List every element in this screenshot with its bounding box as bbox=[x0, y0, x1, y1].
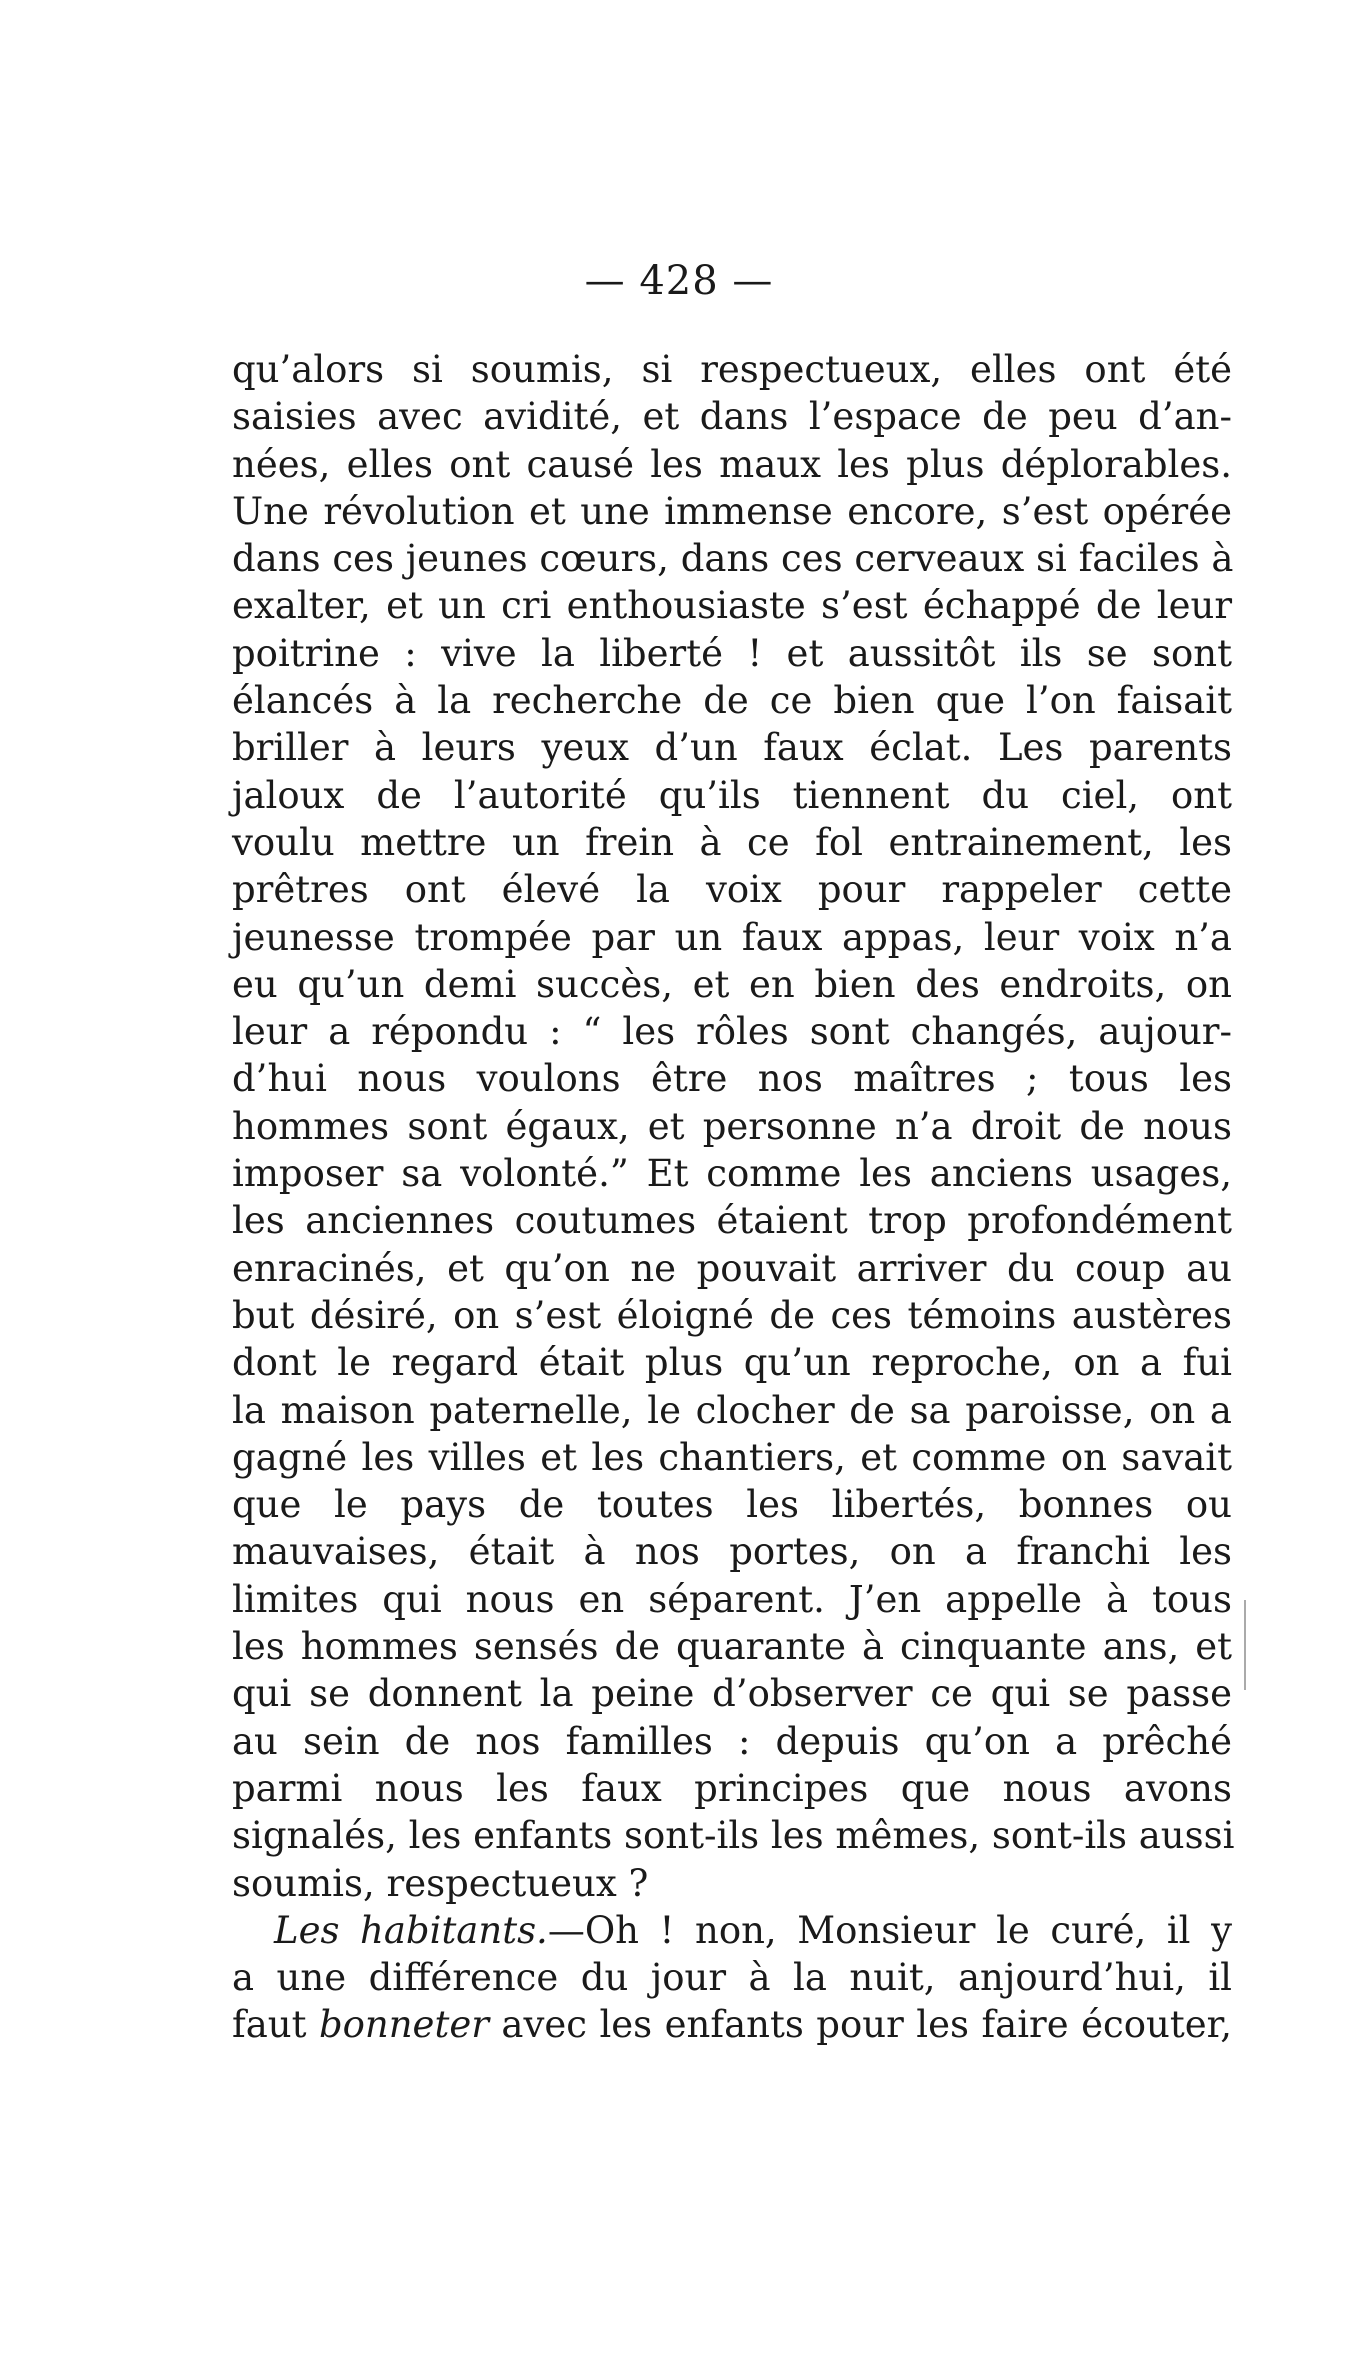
text-line: briller à leurs yeux d’un faux éclat. Les parents bbox=[232, 726, 1232, 770]
text-line: dont le regard était plus qu’un reproche, on a fui bbox=[232, 1341, 1232, 1385]
text-fragment: avec les enfants pour les faire écouter, bbox=[488, 2003, 1232, 2047]
text-line: qu’alors si soumis, si respectueux, elles ont été bbox=[232, 348, 1232, 391]
text-line: qui se donnent la peine d’observer ce qui se passe bbox=[232, 1672, 1232, 1716]
italic-word: bonneter bbox=[318, 2003, 489, 2047]
text-line: limites qui nous en séparent. J’en appelle à tous bbox=[232, 1577, 1232, 1621]
text-line: jeunesse trompée par un faux appas, leur voix n’a bbox=[232, 915, 1232, 959]
text-line: hommes sont égaux, et personne n’a droit de nous bbox=[232, 1104, 1232, 1148]
text-line: jaloux de l’autorité qu’ils tiennent du ciel, ont bbox=[232, 773, 1232, 817]
dialogue-text: —Oh ! non, Monsieur le curé, il y bbox=[547, 1908, 1232, 1952]
dialogue-line bbox=[232, 1907, 1232, 1954]
text-line: gagné les villes et les chantiers, et comme on savait bbox=[232, 1435, 1232, 1479]
text-line: parmi nous les faux principes que nous avons bbox=[232, 1766, 1232, 1810]
text-line: élancés à la recherche de ce bien que l’on faisait bbox=[232, 679, 1232, 723]
text-line: leur a répondu : “ les rôles sont changés, aujour- bbox=[232, 1010, 1232, 1054]
text-line: saisies avec avidité, et dans l’espace de peu d’an- bbox=[232, 395, 1232, 439]
page-number: — 428 — bbox=[584, 258, 774, 304]
text-line: exalter, et un cri enthousiaste s’est échappé de leur bbox=[232, 584, 1232, 628]
text-fragment: faut bbox=[232, 2003, 319, 2047]
margin-mark bbox=[1244, 1600, 1246, 1690]
text-line: d’hui nous voulons être nos maîtres ; tous les bbox=[232, 1057, 1232, 1101]
body-text bbox=[232, 346, 1235, 2049]
text-line: signalés, les enfants sont-ils les mêmes, sont-ils aussi bbox=[232, 1814, 1235, 1858]
text-line: au sein de nos familles : depuis qu’on a prêché bbox=[232, 1719, 1232, 1763]
text-line: mauvaises, était à nos portes, on a franchi les bbox=[232, 1530, 1232, 1574]
text-line: prêtres ont élevé la voix pour rappeler cette bbox=[232, 868, 1232, 912]
text-line: a une différence du jour à la nuit, anjourd’hui, il bbox=[232, 1956, 1232, 2000]
text-line bbox=[232, 2001, 1232, 2048]
speaker-name: Les habitants. bbox=[274, 1908, 548, 1952]
text-line: eu qu’un demi succès, et en bien des endroits, on bbox=[232, 962, 1232, 1006]
text-line: Une révolution et une immense encore, s’est opérée bbox=[232, 489, 1232, 533]
text-line: poitrine : vive la liberté ! et aussitôt ils se sont bbox=[232, 631, 1232, 675]
text-line: imposer sa volonté.” Et comme les anciens usages, bbox=[232, 1152, 1232, 1196]
text-line: nées, elles ont causé les maux les plus déplorables. bbox=[232, 442, 1232, 486]
text-line: voulu mettre un frein à ce fol entrainement, les bbox=[232, 820, 1232, 864]
text-line: les hommes sensés de quarante à cinquante ans, et bbox=[232, 1625, 1232, 1669]
text-line: la maison paternelle, le clocher de sa paroisse, on a bbox=[232, 1388, 1232, 1432]
text-line: but désiré, on s’est éloigné de ces témoins austères bbox=[232, 1293, 1232, 1337]
text-line: que le pays de toutes les libertés, bonnes ou bbox=[232, 1483, 1232, 1527]
text-line: enracinés, et qu’on ne pouvait arriver du coup au bbox=[232, 1246, 1232, 1290]
text-line: les anciennes coutumes étaient trop profondément bbox=[232, 1199, 1232, 1243]
text-line: soumis, respectueux ? bbox=[232, 1861, 649, 1905]
text-line: dans ces jeunes cœurs, dans ces cerveaux si faciles à bbox=[232, 537, 1234, 581]
